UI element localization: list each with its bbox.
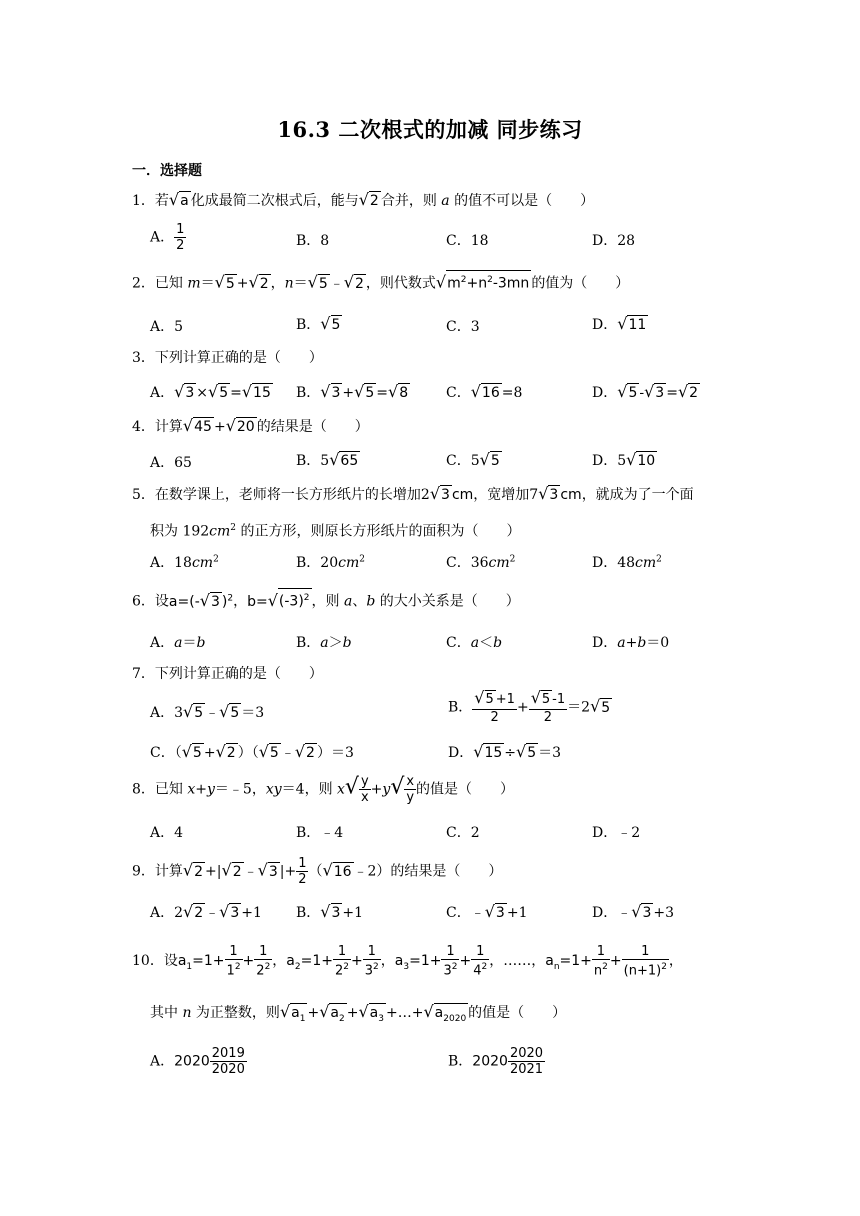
q3-option-b: B．√3 +√5 =√8 — [296, 382, 409, 401]
question-10-line-1: 10．设$a_1=1+$ $\frac{1}{1^2}$ + $\frac{1}{2^2}$ ，$a_2=1+$ $\frac{1}{2^2}$ + $\frac{1}{3^2}$ ，$a_3=1+$ $\frac{1}{3^2}$ + $\frac{1}{4^2}$ ，……，$a_n=1+$ $\frac{1}{n^2}$ + $\frac{1}{(n+1)^2}$ ， — [132, 944, 683, 979]
q3-option-a: A．√3 ×√5 =√15 — [150, 382, 271, 401]
q1-option-b: B．8 — [296, 233, 330, 249]
q6-option-c: C．a＜b — [446, 635, 503, 651]
q4-option-d: D．5√10 — [592, 450, 656, 469]
question-10-line-2: 其中 n 为正整数，则$√a_1 +√a_2 +√a_3$ $+\dots+√a_{2020}$ 的值是（ ） — [150, 1002, 566, 1028]
question-3: 3．下列计算正确的是（ ） — [132, 350, 323, 366]
question-4: 4．计算√45 +√20 的结果是（ ） — [132, 416, 369, 435]
q4-option-a: A．65 — [150, 455, 192, 471]
q2-option-d: D．√11 — [592, 314, 647, 333]
q9-option-c: C．﹣√3 +1 — [446, 902, 528, 921]
q7-option-a: A．3√5 ﹣√5 ＝3 — [150, 702, 265, 721]
q5-option-a: A．$18cm^2$ — [150, 554, 219, 571]
q8-option-d: D．﹣2 — [592, 825, 641, 841]
q5-option-b: B．$20cm^2$ — [296, 554, 365, 571]
q2-option-c: C．3 — [446, 319, 480, 335]
q6-option-d: D．a+b＝0 — [592, 635, 670, 651]
q4-option-c: C．5√5 — [446, 450, 500, 469]
q1-option-c: C．18 — [446, 233, 489, 249]
question-5-line-1: 5．在数学课上，老师将一长方形纸片的长增加2√3 cm，宽增加7√3 cm，就成为了一个面 — [132, 484, 694, 503]
q9-option-a: A．2√2 ﹣√3 +1 — [150, 902, 262, 921]
question-9: 9．计算√2 +|√2 ﹣√3 |+ $\frac{1}{2}$ （√16 ﹣2）的结果是（ ） — [132, 856, 503, 887]
question-2: 2．已知 m＝√5 +√2 ，n＝√5 ﹣√2 ，则代数式$√m^2+n^2-3mn$ 的值为（ ） — [132, 270, 629, 294]
q6-option-b: B．a＞b — [296, 635, 352, 651]
q5-option-c: C．$36cm^2$ — [446, 554, 516, 571]
q9-option-b: B．√3 +1 — [296, 902, 364, 921]
q8-option-c: C．2 — [446, 825, 480, 841]
q9-option-d: D．﹣√3 +3 — [592, 902, 674, 921]
q10-option-a: A．2020 $\frac{2019}{2020}$ — [150, 1046, 245, 1077]
page-title: 16.3 二次根式的加减 同步练习 — [277, 117, 583, 142]
q5-option-d: D．$48cm^2$ — [592, 554, 662, 571]
q1-option-a: A． $\frac{1}{2}$ — [150, 222, 185, 253]
q7-option-c: C．（√5 +√2 ）（√5 ﹣√2 ）＝3 — [150, 742, 354, 761]
q6-option-a: A．a＝b — [150, 635, 206, 651]
q2-option-a: A．5 — [150, 319, 184, 335]
question-5-line-2: 积为 $192cm^2$ 的正方形，则原长方形纸片的面积为（ ） — [150, 523, 521, 540]
q10-option-b: B．2020 $\frac{2020}{2021}$ — [448, 1046, 544, 1077]
question-6: 6．设a=(-√3 )$^2$，$b=√(-3)^2$ ，则 a、b 的大小关系是（ ） — [132, 588, 520, 612]
question-1: 1．若√a 化成最简二次根式后，能与√2 合并，则 a 的值不可以是（ ） — [132, 190, 595, 209]
section-heading: 一．选择题 — [132, 163, 202, 179]
q2-option-b: B．√5 — [296, 314, 341, 333]
question-8: 8．已知 x+y＝﹣5，xy＝4，则 x√ $\frac{y}{x}$ +y√ $\frac{x}{y}$ 的值是（ ） — [132, 774, 515, 805]
q3-option-d: D．√5 -√3 =√2 — [592, 382, 699, 401]
q1-option-d: D．28 — [592, 233, 636, 249]
q3-option-c: C．√16 =8 — [446, 382, 523, 401]
q8-option-b: B．﹣4 — [296, 825, 344, 841]
q4-option-b: B．5√65 — [296, 450, 359, 469]
question-7: 7．下列计算正确的是（ ） — [132, 666, 323, 682]
q8-option-a: A．4 — [150, 825, 184, 841]
q7-option-b: B． $\frac{√5 +1}{2}$ + $\frac{√5 -1}{2}$ ＝2√5 — [448, 688, 611, 725]
q7-option-d: D．√15 ÷√5 ＝3 — [448, 742, 562, 761]
